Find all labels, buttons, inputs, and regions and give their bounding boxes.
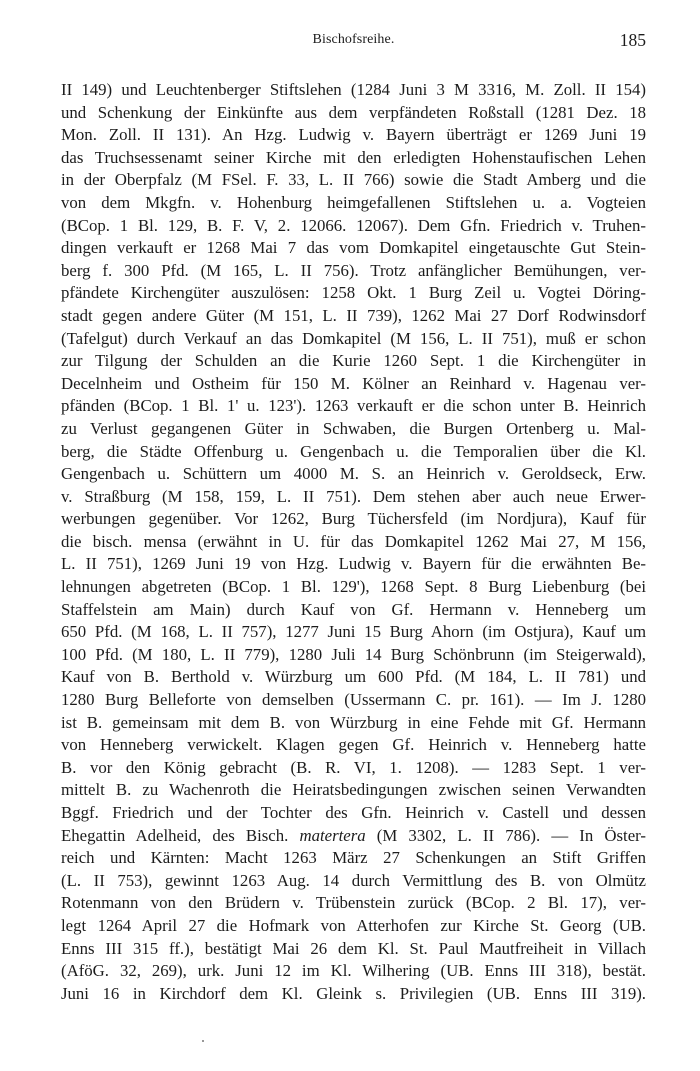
text-line: ist B. gemeinsam mit dem B. von Würzburg in eine Fehde mit Gf. Hermann (61, 712, 646, 732)
page-number: 185 (619, 30, 646, 50)
text-line: das Truchsessenamt seiner Kirche mit den erledigten Hohenstaufischen Lehen (61, 147, 646, 167)
text-line: stadt gegen andere Güter (M 151, L. II 739), 1262 Mai 27 Dorf Rodwinsdorf (61, 305, 646, 325)
document-page (61, 0, 646, 1071)
text-line: Gengenbach u. Schüttern um 4000 M. S. an Heinrich v. Geroldseck, Erw. (61, 464, 646, 484)
text-line: pfänden (BCop. 1 Bl. 1' u. 123'). 1263 verkauft er die schon unter B. Heinrich (61, 396, 646, 416)
text-line: legt 1264 April 27 die Hofmark von Atterhofen zur Kirche St. Georg (UB. (61, 915, 646, 935)
text-line: 100 Pfd. (M 180, L. II 779), 1280 Juli 14 Burg Schönbrunn (im Steigerwald), (61, 644, 646, 664)
text-line: von dem Mkgfn. v. Hohenburg heimgefallenen Stiftslehen u. a. Vogteien (61, 192, 646, 212)
text-line: Juni 16 in Kirchdorf dem Kl. Gleink s. Privilegien (UB. Enns III 319). (61, 983, 646, 1003)
text-line: Bggf. Friedrich und der Tochter des Gfn. Heinrich v. Castell und dessen (61, 803, 646, 822)
text-line: Ehegattin Adelheid, des Bisch. matertera (M 3302, L. II 786). — In Öster- (61, 825, 646, 845)
text-line: (AföG. 32, 269), urk. Juni 12 im Kl. Wilhering (UB. Enns III 318), bestät. (61, 961, 646, 981)
running-title: Bischofsreihe. (312, 32, 395, 47)
text-line: Kauf von B. Berthold v. Würzburg um 600 Pfd. (M 184, L. II 781) und (61, 667, 646, 687)
body-text (61, 79, 646, 1005)
text-line: und Schenkung der Einkünfte aus dem verpfändeten Roßstall (1281 Dez. 18 (61, 102, 646, 122)
text-line: die bisch. mensa (erwähnt in U. für das Domkapitel 1262 Mai 27, M 156, (61, 531, 646, 551)
text-line: Decelnheim und Ostheim für 150 M. Kölner an Reinhard v. Hagenau ver- (61, 373, 646, 393)
text-line: L. II 751), 1269 Juni 19 von Hzg. Ludwig v. Bayern für die erwähnten Be- (61, 554, 646, 574)
text-line: berg, die Städte Offenburg u. Gengenbach u. die Temporalien über die Kl. (61, 441, 646, 461)
text-line: zu Verlust gegangenen Güter in Schwaben, die Burgen Ortenberg u. Mal- (61, 418, 646, 438)
text-line: Mon. Zoll. II 131). An Hzg. Ludwig v. Bayern überträgt er 1269 Juni 19 (61, 125, 646, 145)
text-line: 650 Pfd. (M 168, L. II 757), 1277 Juni 15 Burg Ahorn (im Ostjura), Kauf um (61, 622, 646, 642)
text-line: reich und Kärnten: Macht 1263 März 27 Schenkungen an Stift Griffen (61, 848, 646, 868)
text-line: Enns III 315 ff.), bestätigt Mai 26 dem Kl. St. Paul Mautfreiheit in Villach (61, 938, 646, 958)
text-line: v. Straßburg (M 158, 159, L. II 751). Dem stehen aber auch neue Erwer- (61, 486, 646, 506)
text-line: Staffelstein am Main) durch Kauf von Gf. Hermann v. Henneberg um (61, 599, 646, 619)
text-line: pfändete Kirchengüter auszulösen: 1258 Okt. 1 Burg Zeil u. Vogtei Döring- (61, 283, 646, 303)
text-line: zur Tilgung der Schulden an die Kurie 1260 Sept. 1 die Kirchengüter in (61, 351, 646, 371)
text-line: Rotenmann von den Brüdern v. Trübenstein zurück (BCop. 2 Bl. 17), ver- (61, 893, 646, 913)
text-line: (BCop. 1 Bl. 129, B. F. V, 2. 12066. 12067). Dem Gfn. Friedrich v. Truhen- (61, 215, 646, 235)
text-line: von Henneberg verwickelt. Klagen gegen Gf. Heinrich v. Henneberg hatte (61, 735, 646, 755)
italic-term: matertera (299, 825, 366, 845)
text-line: (Tafelgut) durch Verkauf an das Domkapitel (M 156, L. II 751), muß er schon (61, 328, 646, 348)
text-line: lehnungen abgetreten (BCop. 1 Bl. 129'), 1268 Sept. 8 Burg Liebenburg (bei (61, 577, 646, 597)
text-line: in der Oberpfalz (M FSel. F. 33, L. II 766) sowie die Stadt Amberg und die (61, 170, 646, 190)
text-line: berg f. 300 Pfd. (M 165, L. II 756). Trotz anfänglicher Bemühungen, ver- (61, 260, 646, 280)
text-line: (L. II 753), gewinnt 1263 Aug. 14 durch Vermittlung des B. von Olmütz (61, 870, 646, 890)
stray-dot (202, 1040, 204, 1042)
page-header (61, 30, 646, 54)
text-line: mittelt B. zu Wachenroth die Heiratsbedingungen zwischen seinen Verwandten (61, 780, 646, 800)
text-line: 1280 Burg Belleforte von demselben (Ussermann C. pr. 161). — Im J. 1280 (61, 690, 646, 710)
text-line: werbungen gegenüber. Vor 1262, Burg Tüchersfeld (im Nordjura), Kauf für (61, 509, 646, 529)
text-line: B. vor den König gebracht (B. R. VI, 1. 1208). — 1283 Sept. 1 ver- (61, 757, 646, 777)
text-line: dingen verkauft er 1268 Mai 7 das vom Domkapitel eingetauschte Gut Stein- (61, 238, 646, 258)
text-line: II 149) und Leuchtenberger Stiftslehen (1284 Juni 3 M 3316, M. Zoll. II 154) (61, 80, 646, 99)
